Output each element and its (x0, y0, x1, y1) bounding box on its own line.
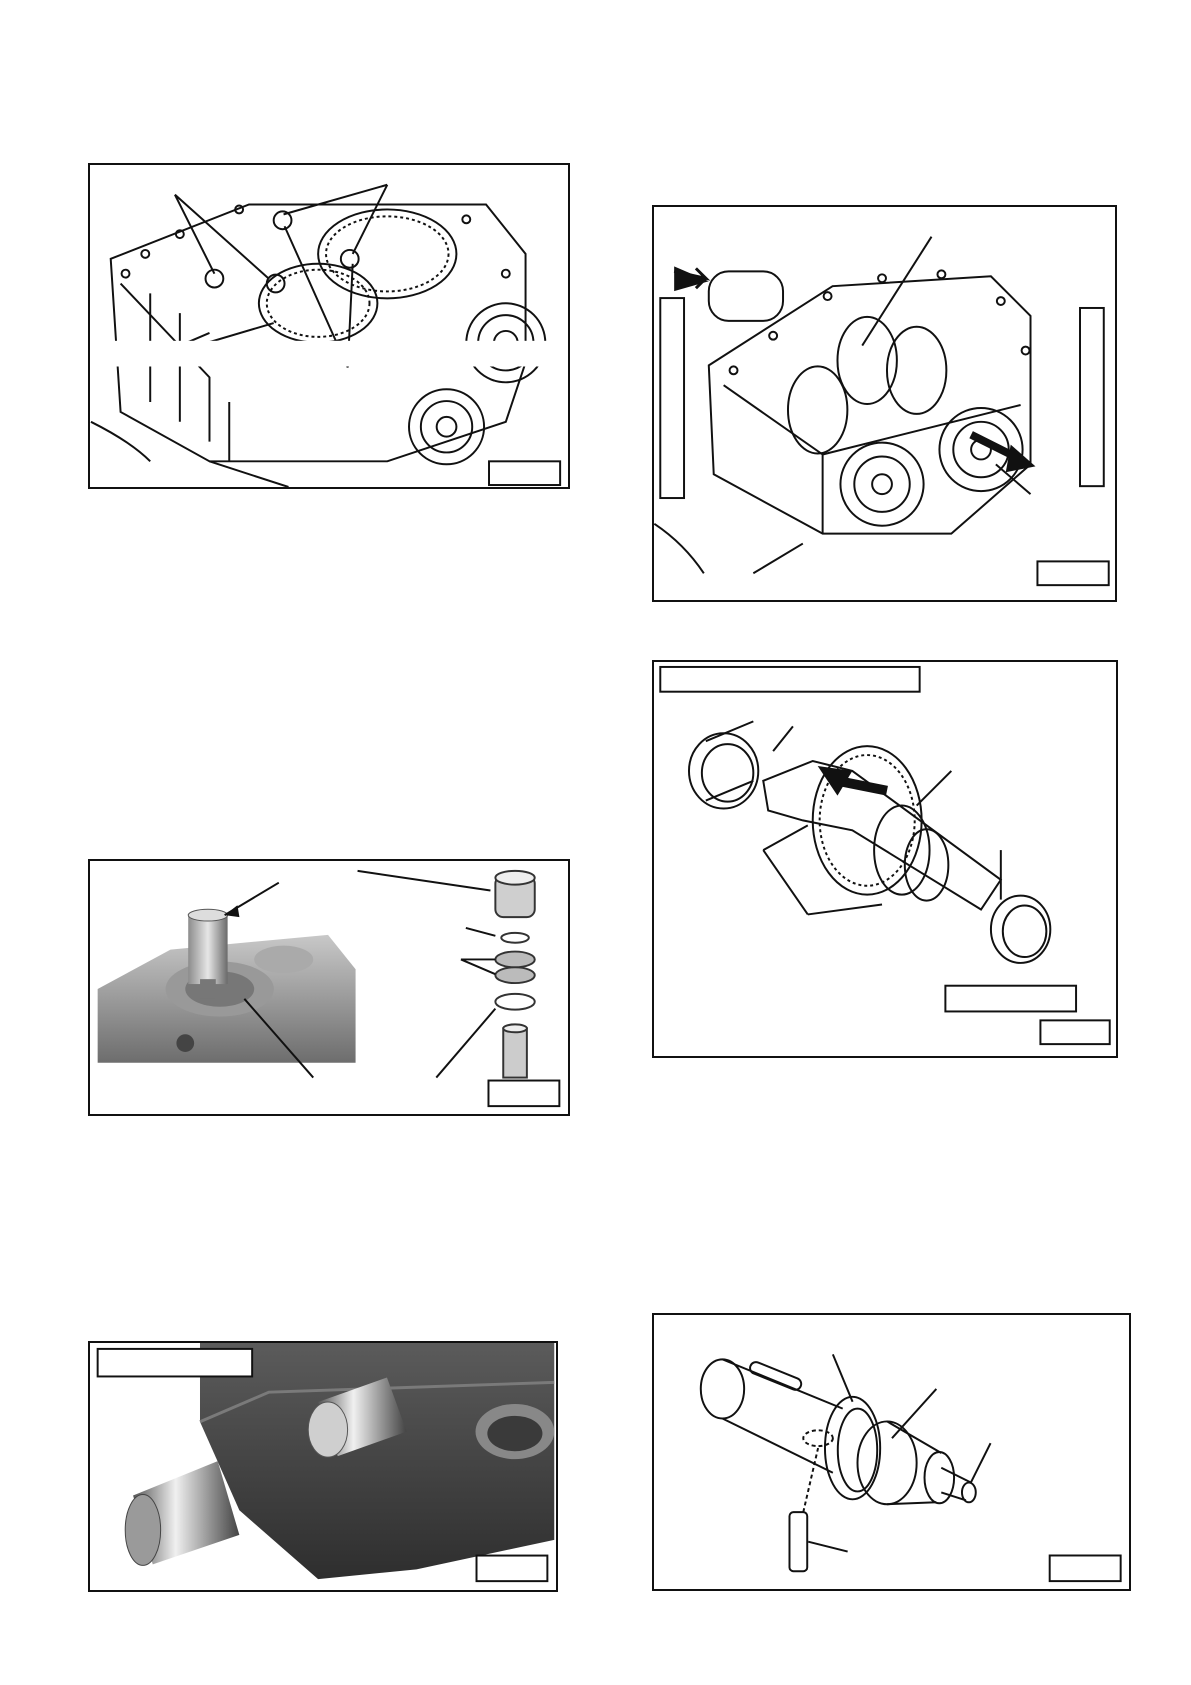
figure-housing-bores (88, 163, 570, 489)
housing-shaft-drawing (654, 207, 1115, 600)
shaft-roll-pin-drawing (654, 1315, 1129, 1589)
figure-exploded-shaft (652, 660, 1118, 1058)
figure-housing-shaft-removal (652, 205, 1117, 602)
figure-shaft-roll-pin (652, 1313, 1131, 1591)
bearing-press-photo (90, 861, 568, 1114)
figure-plug-tool (88, 1341, 558, 1592)
plug-tool-photo (90, 1343, 556, 1590)
housing-bores-drawing (90, 165, 568, 487)
exploded-shaft-drawing (654, 662, 1116, 1056)
figure-bearing-press (88, 859, 570, 1116)
